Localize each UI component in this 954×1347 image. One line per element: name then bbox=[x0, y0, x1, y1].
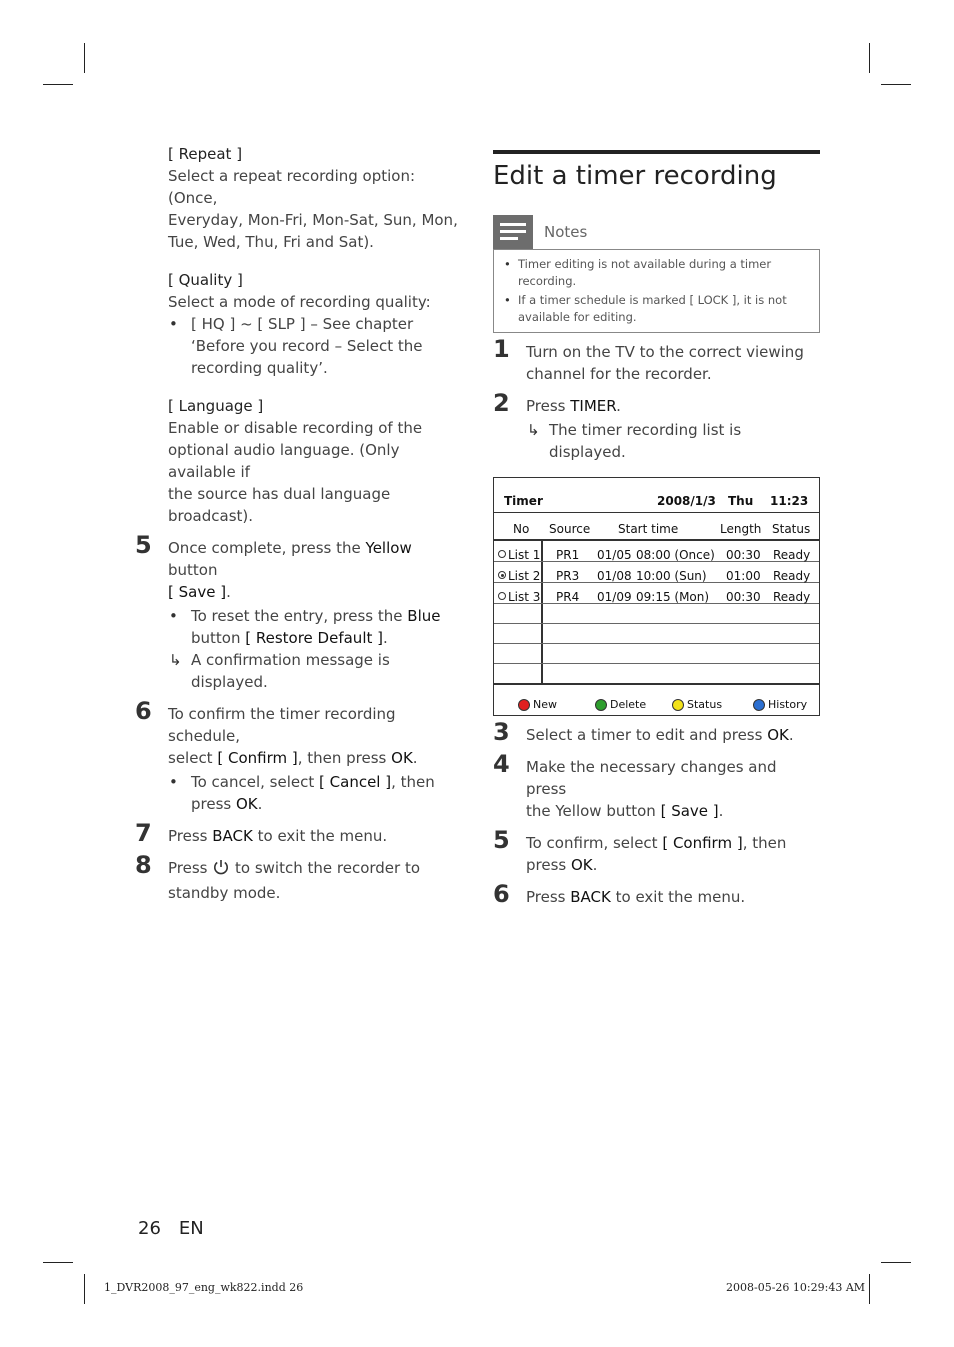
row-no: List 1 bbox=[508, 548, 541, 562]
language-text bbox=[168, 417, 465, 527]
row-date: 01/09 bbox=[597, 590, 632, 604]
step-4 bbox=[493, 750, 820, 822]
file-slug: 1_DVR2008_97_eng_wk822.indd 26 bbox=[104, 1281, 304, 1294]
timer-label: TIMER bbox=[570, 397, 617, 415]
text: Press bbox=[168, 859, 213, 877]
ok-label: OK bbox=[571, 856, 593, 874]
table-row[interactable] bbox=[494, 562, 819, 583]
radio-selected-icon bbox=[498, 571, 506, 579]
timer-date: 2008/1/3 bbox=[657, 494, 716, 508]
text-line: channel for the recorder. bbox=[526, 365, 712, 383]
repeat-title: [ Repeat ] bbox=[168, 145, 243, 163]
radio-icon bbox=[498, 592, 506, 600]
text-line: standby mode. bbox=[168, 884, 281, 902]
status-button[interactable] bbox=[672, 694, 722, 716]
step-8 bbox=[135, 851, 465, 904]
table-header bbox=[494, 513, 819, 541]
text: the Yellow button bbox=[526, 802, 661, 820]
text: to exit the menu. bbox=[252, 827, 388, 845]
text-line: available for editing. bbox=[518, 310, 637, 324]
table-row-empty bbox=[494, 604, 819, 624]
text: Press bbox=[526, 397, 571, 415]
step-number: 6 bbox=[135, 697, 152, 725]
ok-label: OK bbox=[236, 795, 258, 813]
text-line: Turn on the TV to the correct viewing bbox=[526, 343, 804, 361]
text-line: • If a timer schedule is marked [ LOCK ], it is not bbox=[518, 293, 787, 307]
text: press bbox=[526, 856, 571, 874]
crop-mark bbox=[881, 1262, 911, 1263]
notes-label: Notes bbox=[544, 223, 588, 241]
step-6 bbox=[135, 697, 465, 769]
crop-mark bbox=[869, 1274, 870, 1304]
text: . bbox=[592, 856, 598, 874]
table-row-empty bbox=[494, 664, 819, 683]
note-item bbox=[518, 292, 809, 326]
text-line: the source has dual language broadcast). bbox=[168, 485, 391, 525]
quality-bullet bbox=[191, 313, 465, 379]
row-status: Ready bbox=[773, 569, 811, 583]
text-line: • Timer editing is not available during a timer bbox=[518, 257, 772, 271]
text: To confirm, select bbox=[526, 834, 663, 852]
text-line: Everyday, Mon-Fri, Mon-Sat, Sun, Mon, bbox=[168, 211, 458, 229]
step-3 bbox=[493, 718, 820, 746]
step-number: 5 bbox=[135, 531, 152, 559]
section-title: Edit a timer recording bbox=[493, 150, 820, 193]
table-row[interactable] bbox=[494, 583, 819, 604]
text: . bbox=[788, 726, 794, 744]
new-button[interactable] bbox=[518, 694, 557, 716]
history-button[interactable] bbox=[753, 694, 807, 716]
table-row-empty bbox=[494, 624, 819, 644]
button-label: New bbox=[533, 698, 557, 711]
right-column bbox=[493, 150, 820, 908]
button-label: Status bbox=[687, 698, 723, 711]
timer-clock: 11:23 bbox=[770, 494, 809, 508]
text: button bbox=[168, 561, 218, 579]
column-header: Start time bbox=[618, 522, 679, 536]
column-header: Status bbox=[772, 522, 811, 536]
text: , then press bbox=[297, 749, 392, 767]
back-label: BACK bbox=[212, 827, 253, 845]
delete-button[interactable] bbox=[595, 694, 646, 716]
button-label: Delete bbox=[610, 698, 647, 711]
column-header: No bbox=[513, 522, 530, 536]
blue-label: Blue bbox=[407, 607, 441, 625]
text: press bbox=[191, 795, 236, 813]
text-line: Make the necessary changes and press bbox=[526, 758, 777, 798]
crop-mark bbox=[43, 1262, 73, 1263]
row-length: 00:30 bbox=[726, 548, 761, 562]
text-line: recording. bbox=[518, 274, 577, 288]
confirm-label: [ Confirm ] bbox=[662, 834, 743, 852]
text-line: • [ HQ ] ~ [ SLP ] – See chapter bbox=[191, 315, 414, 333]
green-dot-icon bbox=[595, 699, 607, 711]
yellow-dot-icon bbox=[672, 699, 684, 711]
row-length: 01:00 bbox=[726, 569, 761, 583]
ok-label: OK bbox=[391, 749, 413, 767]
step-number: 1 bbox=[493, 335, 510, 363]
language-title: [ Language ] bbox=[168, 397, 264, 415]
blue-dot-icon bbox=[753, 699, 765, 711]
step-7 bbox=[135, 819, 465, 847]
power-icon bbox=[212, 858, 230, 882]
row-source: PR1 bbox=[556, 548, 580, 562]
row-no: List 3 bbox=[508, 590, 541, 604]
text: , then bbox=[391, 773, 435, 791]
text-line: ‘Before you record – Select the bbox=[191, 337, 423, 355]
crop-mark bbox=[869, 43, 870, 73]
crop-mark bbox=[43, 84, 73, 85]
text: Press bbox=[526, 888, 571, 906]
text: select bbox=[168, 749, 218, 767]
button-label: History bbox=[768, 698, 808, 711]
cancel-label: [ Cancel ] bbox=[319, 773, 392, 791]
text: . bbox=[412, 749, 418, 767]
text-line: recording quality’. bbox=[191, 359, 328, 377]
text-line: To confirm the timer recording schedule, bbox=[168, 705, 396, 745]
text-line: Tue, Wed, Thu, Fri and Sat). bbox=[168, 233, 374, 251]
quality-title: [ Quality ] bbox=[168, 271, 243, 289]
step-number: 7 bbox=[135, 819, 152, 847]
text: . bbox=[226, 583, 231, 601]
step-number: 6 bbox=[493, 880, 510, 908]
text-line: Enable or disable recording of the bbox=[168, 419, 423, 437]
text: To cancel, select bbox=[191, 773, 320, 791]
text: , then bbox=[742, 834, 787, 852]
step-1 bbox=[493, 335, 820, 385]
text: to exit the menu. bbox=[610, 888, 746, 906]
row-start: 09:15 (Mon) bbox=[636, 590, 710, 604]
notes-header bbox=[493, 215, 820, 249]
row-status: Ready bbox=[773, 590, 811, 604]
ok-label: OK bbox=[767, 726, 789, 744]
row-source: PR3 bbox=[556, 569, 580, 583]
timer-header bbox=[494, 478, 819, 513]
step-5 bbox=[493, 826, 820, 876]
save-label: [ Save ] bbox=[168, 583, 227, 601]
text: To reset the entry, press the bbox=[191, 607, 408, 625]
text: button bbox=[191, 629, 246, 647]
text: Once complete, press the bbox=[168, 539, 366, 557]
crop-mark bbox=[881, 84, 911, 85]
yellow-label: Yellow bbox=[365, 539, 412, 557]
text: Select a timer to edit and press bbox=[526, 726, 768, 744]
text: . bbox=[382, 629, 388, 647]
text-line: optional audio language. (Only available if bbox=[168, 441, 400, 481]
row-start: 08:00 (Once) bbox=[636, 548, 715, 562]
step-5 bbox=[135, 531, 465, 603]
step-number: 8 bbox=[135, 851, 152, 879]
step-5-result: ↳ A confirmation message is displayed. bbox=[191, 649, 465, 693]
step-number: 5 bbox=[493, 826, 510, 854]
row-no: List 2 bbox=[508, 569, 541, 583]
row-date: 01/08 bbox=[597, 569, 632, 583]
step-number: 3 bbox=[493, 718, 510, 746]
text: to switch the recorder to bbox=[230, 859, 421, 877]
text-line: Select a repeat recording option: (Once, bbox=[168, 167, 416, 207]
repeat-text bbox=[168, 165, 465, 253]
red-dot-icon bbox=[518, 699, 530, 711]
timer-list bbox=[494, 541, 819, 683]
table-row-empty bbox=[494, 644, 819, 664]
text: . bbox=[616, 397, 621, 415]
step-6-bullet bbox=[191, 771, 465, 815]
crop-mark bbox=[84, 1274, 85, 1304]
step-number: 4 bbox=[493, 750, 510, 778]
notes-icon bbox=[493, 215, 533, 249]
timestamp-slug: 2008-05-26 10:29:43 AM bbox=[726, 1281, 866, 1294]
column-header: Length bbox=[720, 522, 762, 536]
step-number: 2 bbox=[493, 389, 510, 417]
notes-box bbox=[493, 249, 820, 333]
step-5-bullet bbox=[191, 605, 465, 649]
text: . bbox=[257, 795, 263, 813]
row-length: 00:30 bbox=[726, 590, 761, 604]
left-column bbox=[135, 143, 465, 904]
row-status: Ready bbox=[773, 548, 811, 562]
timer-day: Thu bbox=[728, 494, 754, 508]
timer-screen bbox=[493, 477, 820, 716]
back-label: BACK bbox=[570, 888, 611, 906]
language-code: EN bbox=[178, 1218, 204, 1239]
restore-default-label: [ Restore Default ] bbox=[245, 629, 383, 647]
step-2 bbox=[493, 389, 820, 417]
save-label: [ Save ] bbox=[660, 802, 719, 820]
page-footer bbox=[138, 1218, 222, 1239]
column-header: Source bbox=[549, 522, 591, 536]
note-item bbox=[518, 256, 809, 290]
quality-text: Select a mode of recording quality: bbox=[168, 293, 431, 311]
table-row[interactable] bbox=[494, 541, 819, 562]
timer-title: Timer bbox=[504, 494, 543, 508]
row-start: 10:00 (Sun) bbox=[636, 569, 707, 583]
step-2-result: ↳ The timer recording list is displayed. bbox=[549, 419, 820, 463]
crop-mark bbox=[84, 43, 85, 73]
color-button-bar bbox=[494, 683, 819, 715]
text: Press bbox=[168, 827, 213, 845]
row-source: PR4 bbox=[556, 590, 580, 604]
text: . bbox=[718, 802, 724, 820]
row-date: 01/05 bbox=[597, 548, 632, 562]
page-number: 26 bbox=[138, 1218, 161, 1239]
radio-icon bbox=[498, 550, 506, 558]
confirm-label: [ Confirm ] bbox=[217, 749, 298, 767]
step-6 bbox=[493, 880, 820, 908]
